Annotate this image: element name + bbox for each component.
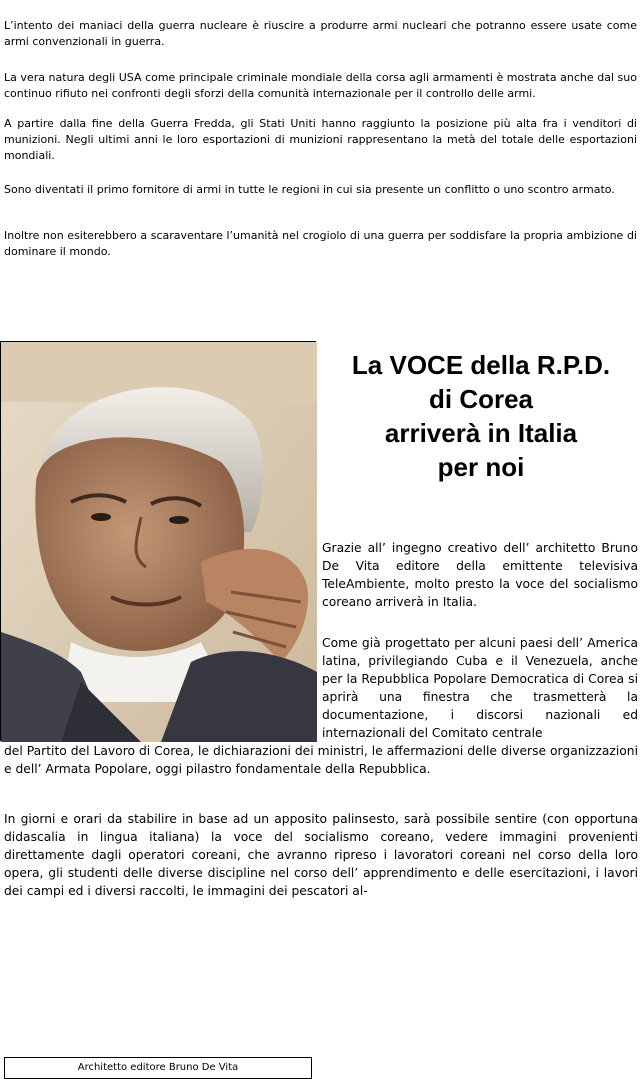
article-paragraph-2-continued: del Partito del Lavoro di Corea, le dichiarazioni dei ministri, le affermazioni delle diverse organizzazioni e dell’ Armata Popolare, oggi pilastro fondamentale della Repubblica. [4, 744, 638, 776]
headline-line-2: di Corea [428, 384, 534, 414]
intro-paragraph-3: A partire dalla fine della Guerra Fredda, gli Stati Uniti hanno raggiunto la posizione più alta fra i venditori di munizioni. Negli ultimi anni le loro esportazioni di munizioni rappresentano la metà del totale delle esportazioni mondiali. [4, 117, 637, 162]
article-headline [322, 348, 640, 484]
headline-line-4: per noi [437, 452, 525, 482]
headline-line-3: arriverà in Italia [384, 418, 578, 448]
article-paragraph-2: Come già progettato per alcuni paesi dell’ America latina, privilegiando Cuba e il Venezuela, anche per la Repubblica Popolare Democratica di Corea si aprirà una finestra che trasmetterà la documentazione, i discorsi nazionali ed internazionali del Comitato centrale [322, 636, 638, 740]
photo-caption: Architetto editore Bruno De Vita [4, 1057, 312, 1079]
intro-paragraph-5: Inoltre non esiterebbero a scaraventare l’umanità nel crogiolo di una guerra per soddisfare la propria ambizione di dominare il mondo. [4, 229, 637, 258]
intro-paragraph-2: La vera natura degli USA come principale criminale mondiale della corsa agli armamenti è mostrata anche dal suo continuo rifiuto nei confronti degli sforzi della comunità internazionale per il controllo delle armi. [4, 71, 637, 100]
intro-paragraph-4: Sono diventati il primo fornitore di armi in tutte le regioni in cui sia presente un conflitto o uno scontro armato. [4, 183, 615, 196]
article-paragraph-3: In giorni e orari da stabilire in base ad un apposito palinsesto, sarà possibile sentire (con opportuna didascalia in lingua italiana) la voce del socialismo coreano, vedere immagini provenienti direttamente dagli operatori coreani, che avranno ripreso i lavoratori coreani nel corso della loro opera, gli studenti delle diverse discipline nel corso dell’ apprendimento e delle esercitazioni, i lavori dei campi ed i diversi raccolti, le immagini dei pescatori al- [4, 812, 638, 898]
intro-paragraph-1: L’intento dei maniaci della guerra nucleare è riuscire a produrre armi nucleari che potranno essere usate come armi convenzionali in guerra. [4, 19, 637, 48]
article-paragraph-1: Grazie all’ ingegno creativo dell’ architetto Bruno De Vita editore della emittente televisiva TeleAmbiente, molto presto la voce del socialismo coreano arriverà in Italia. [322, 541, 638, 609]
headline-line-1: La VOCE della R.P.D. [351, 350, 611, 380]
portrait-photo [0, 341, 316, 1073]
portrait-illustration [1, 342, 317, 742]
